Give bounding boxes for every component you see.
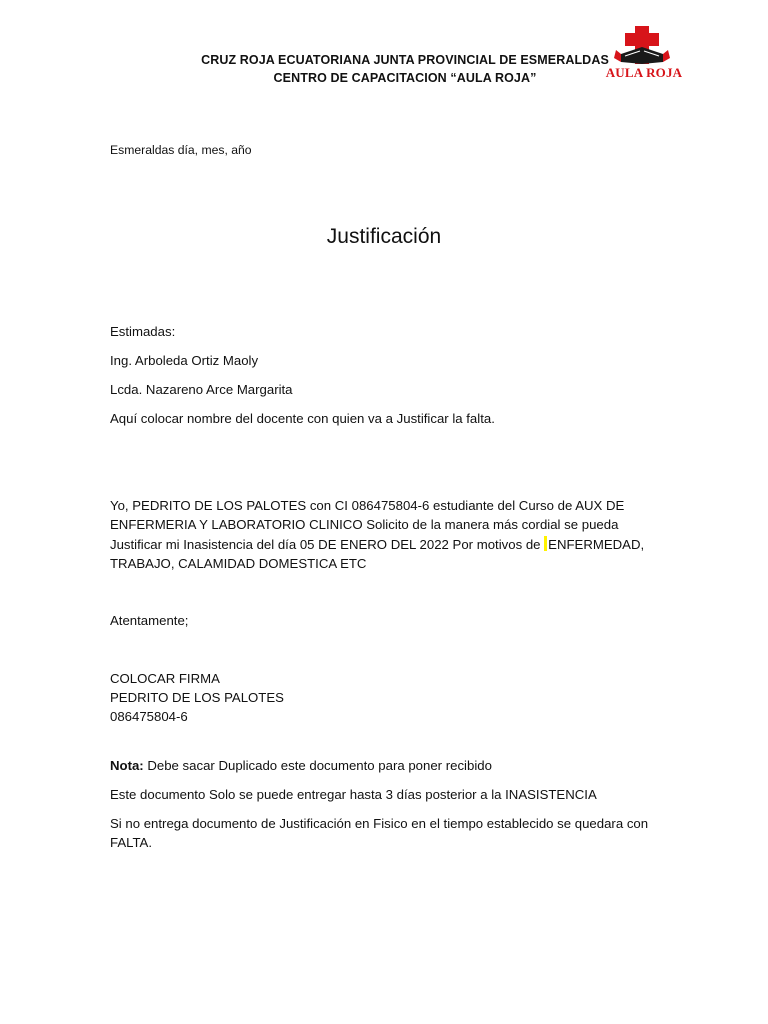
logo-text: AULA ROJA bbox=[605, 65, 683, 80]
header-center: CENTRO DE CAPACITACION “AULA ROJA” bbox=[273, 71, 537, 85]
red-cross-book-icon bbox=[603, 20, 685, 70]
closing-line: Atentamente; bbox=[110, 613, 189, 628]
signature-id: 086475804-6 bbox=[110, 709, 188, 724]
penalty-note: Si no entrega documento de Justificación en Fisico en el tiempo establecido se quedara con FALTA. bbox=[110, 816, 649, 850]
note-line bbox=[110, 756, 492, 775]
header-organization: CRUZ ROJA ECUATORIANA JUNTA PROVINCIAL DE ESMERALDAS bbox=[201, 53, 609, 67]
date-line: Esmeraldas día, mes, año bbox=[110, 143, 252, 157]
document-header bbox=[150, 51, 660, 87]
note-text: Debe sacar Duplicado este documento para poner recibido bbox=[143, 758, 492, 773]
paragraph-text: Yo, PEDRITO DE LOS PALOTES con CI 086475804-6 estudiante del Curso de AUX DE ENFERMERIA Y LABORATORIO CLINICO Solicito de la manera más cordial se pueda Justificar mi Inasistencia del día 05 DE ENERO DEL 2022 Por motivos de bbox=[110, 498, 625, 552]
note-label: Nota: bbox=[110, 758, 144, 773]
paragraph-reasons: ENFERMEDAD, TRABAJO, CALAMIDAD DOMESTICA ETC bbox=[110, 536, 645, 572]
signature-placeholder: COLOCAR FIRMA bbox=[110, 671, 220, 686]
instruction-line: Aquí colocar nombre del docente con quien va a Justificar la falta. bbox=[110, 411, 495, 426]
recipient-1: Ing. Arboleda Ortiz Maoly bbox=[110, 353, 259, 368]
salutation: Estimadas: bbox=[110, 324, 176, 339]
document-title: Justificación bbox=[326, 225, 442, 248]
deadline-note: Este documento Solo se puede entregar hasta 3 días posterior a la INASISTENCIA bbox=[110, 787, 597, 802]
signature-name: PEDRITO DE LOS PALOTES bbox=[110, 690, 284, 705]
justification-paragraph bbox=[110, 496, 670, 574]
aula-roja-logo bbox=[603, 20, 685, 82]
text-highlight bbox=[544, 536, 547, 551]
recipient-2: Lcda. Nazareno Arce Margarita bbox=[110, 382, 293, 397]
signature-block bbox=[110, 669, 284, 726]
